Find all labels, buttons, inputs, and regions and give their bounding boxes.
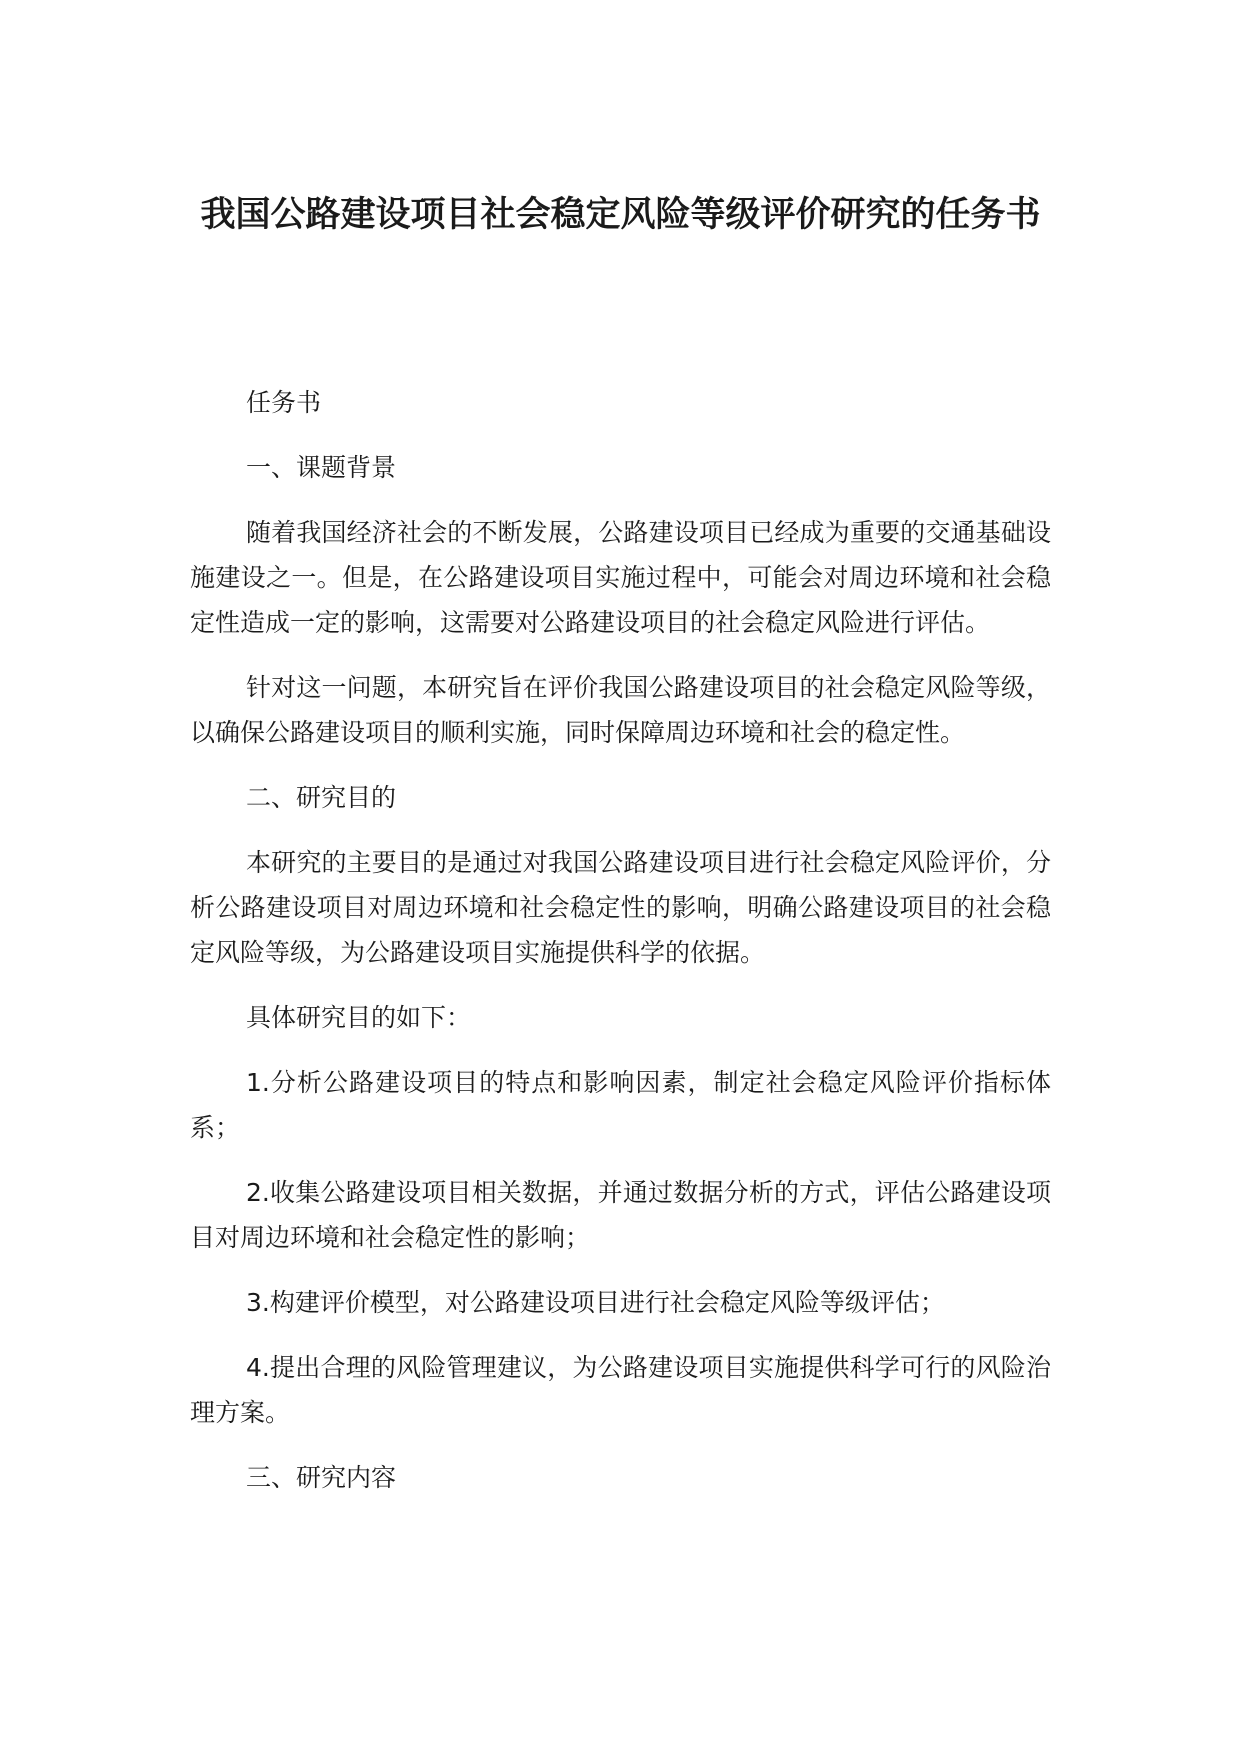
section-heading-purpose: 二、研究目的	[246, 783, 397, 812]
list-item-purpose-2: 2.收集公路建设项目相关数据，并通过数据分析的方式，评估公路建设项目对周边环境和社会稳定性的影响；	[190, 1178, 1051, 1252]
section-heading-content: 三、研究内容	[246, 1463, 397, 1492]
list-item-purpose-4: 4.提出合理的风险管理建议，为公路建设项目实施提供科学可行的风险治理方案。	[190, 1353, 1051, 1427]
list-item-purpose-1: 1.分析公路建设项目的特点和影响因素，制定社会稳定风险评价指标体系；	[190, 1068, 1051, 1142]
paragraph-purpose-main: 本研究的主要目的是通过对我国公路建设项目进行社会稳定风险评价，分析公路建设项目对周边环境和社会稳定性的影响，明确公路建设项目的社会稳定风险等级，为公路建设项目实施提供科学的依据。	[190, 848, 1051, 967]
paragraph-purpose-intro: 具体研究目的如下：	[246, 1003, 472, 1032]
section-heading-background: 一、课题背景	[246, 453, 397, 482]
paragraph-background-2: 针对这一问题，本研究旨在评价我国公路建设项目的社会稳定风险等级，以确保公路建设项目的顺利实施，同时保障周边环境和社会的稳定性。	[190, 673, 1051, 747]
paragraph-heading-task: 任务书	[246, 388, 322, 417]
paragraph-background-1: 随着我国经济社会的不断发展，公路建设项目已经成为重要的交通基础设施建设之一。但是，在公路建设项目实施过程中，可能会对周边环境和社会稳定性造成一定的影响，这需要对公路建设项目的社会稳定风险进行评估。	[190, 518, 1051, 637]
document-body	[190, 380, 1051, 1520]
list-item-purpose-3: 3.构建评价模型，对公路建设项目进行社会稳定风险等级评估；	[246, 1288, 945, 1317]
document-title: 我国公路建设项目社会稳定风险等级评价研究的任务书	[200, 195, 1041, 235]
